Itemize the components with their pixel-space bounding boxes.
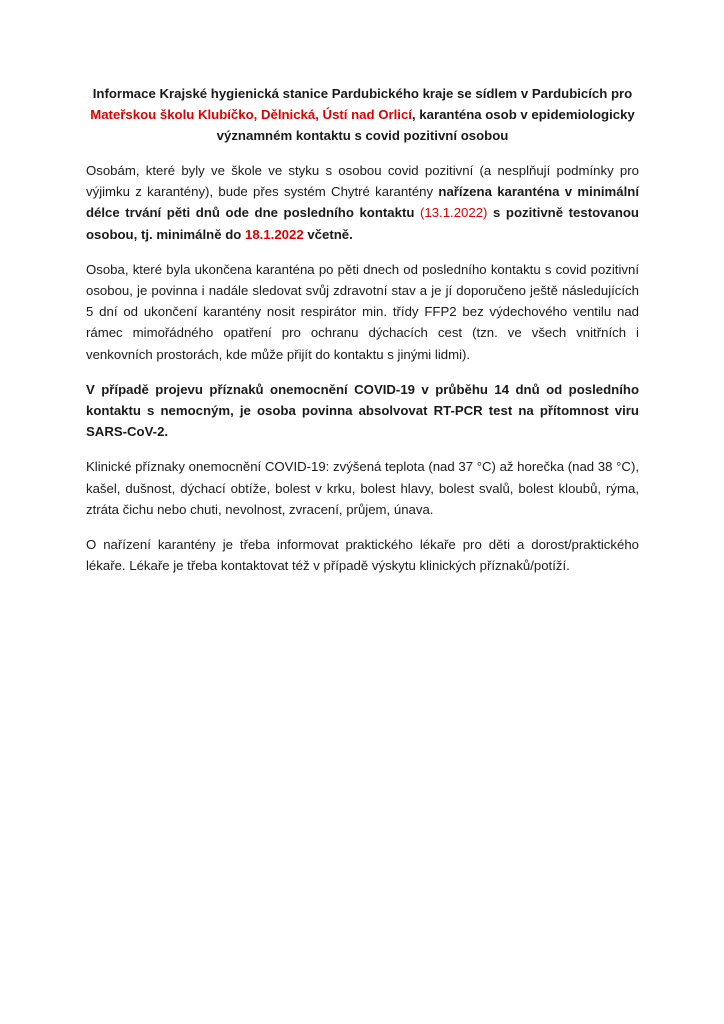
title-text-2: , karanténa osob v epidemiologicky významném kontaktu s covid pozitivní osobou bbox=[216, 107, 635, 143]
p1-text-1: Osobám, které byly ve škole ve styku s osobou covid pozitivní (a nesplňují podmínky pro výjimku z karantény), bude přes systém Chytré karantény bbox=[86, 163, 639, 200]
contact-date: (13.1.2022) bbox=[414, 205, 488, 221]
paragraph-after-quarantine: Osoba, které byla ukončena karanténa po pěti dnech od posledního kontaktu s covid pozitivní osobou, je povinna i nadále sledovat svůj zdravotní stav a je jí doporučeno ještě následujících 5 dní od ukončení karantény nosit respirátor min. třídy FFP2 bez výdechového ventilu nad rámec mimořádného opatření pro ochranu dýchacích cest (tzn. ve všech vnitřních i venkovních prostorách, kde může přijít do kontaktu s jinými lidmi). bbox=[86, 261, 639, 362]
p1-bold-text-3: včetně. bbox=[303, 226, 353, 242]
title-text-1: Informace Krajské hygienická stanice Pardubického kraje se sídlem v Pardubicích pro bbox=[92, 86, 633, 101]
p1-bold-order: nařízena karanténa v minimální délce trvání pěti dnů ode dne posledního kontaktu bbox=[86, 184, 639, 221]
document-page bbox=[86, 83, 639, 590]
paragraph-clinical-symptoms: Klinické příznaky onemocnění COVID-19: zvýšená teplota (nad 37 °C) až horečka (nad 38 °C), kašel, dušnost, dýchací obtíže, bolest v krku, bolest hlavy, bolest svalů, bolest kloubů, rýma, ztráta čichu nebo chuti, nevolnost, zvracení, průjem, únava. bbox=[86, 459, 639, 517]
document-title bbox=[86, 83, 639, 146]
paragraph-symptoms-test: V případě projevu příznaků onemocnění COVID-19 v průběhu 14 dnů od posledního kontaktu s nemocným, je osoba povinna absolvovat RT-PCR test na přítomnost viru SARS-CoV-2. bbox=[86, 381, 639, 440]
paragraph-doctor-info: O nařízení karantény je třeba informovat praktického lékaře pro děti a dorost/praktického lékaře. Lékaře je třeba kontaktovat též v případě výskytu klinických příznaků/potíží. bbox=[86, 537, 639, 574]
school-name-highlight: Mateřskou školu Klubíčko, Dělnická, Ústí nad Orlicí bbox=[90, 107, 412, 122]
p1-bold-text-2: s pozitivně testovanou osobou, tj. minimálně do bbox=[86, 205, 639, 242]
paragraph-quarantine-order bbox=[86, 160, 639, 245]
quarantine-end-date: 18.1.2022 bbox=[244, 226, 304, 242]
